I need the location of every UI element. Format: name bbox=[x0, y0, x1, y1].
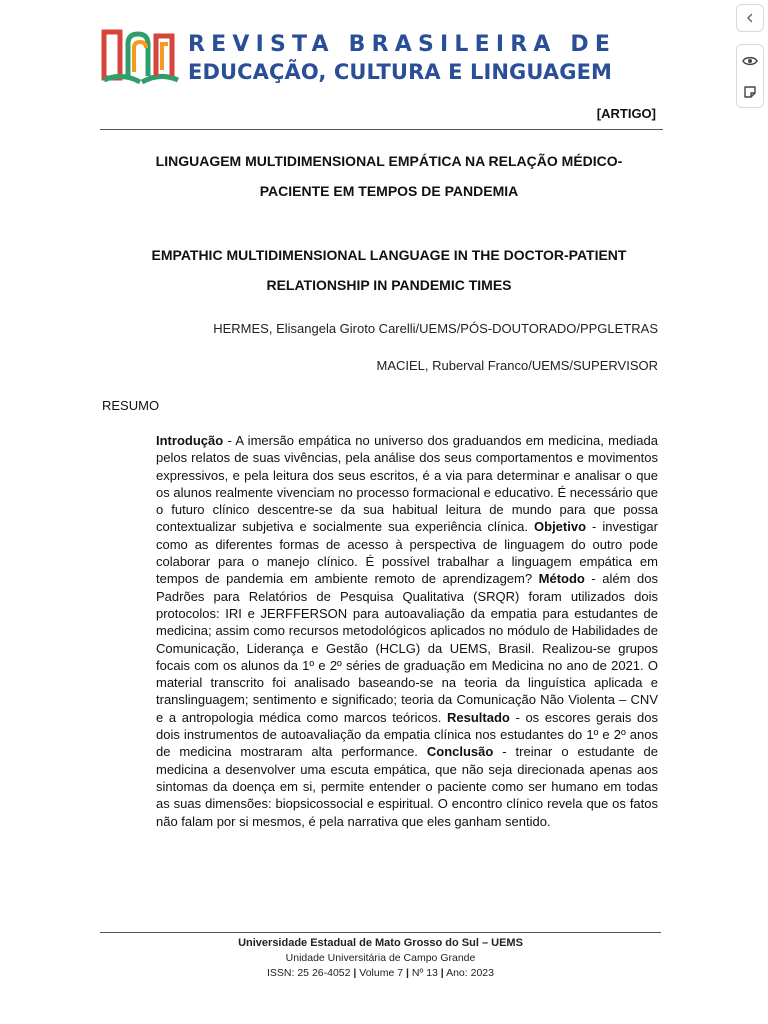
footer-separator: | bbox=[353, 967, 357, 979]
note-icon bbox=[743, 85, 757, 99]
footer-institution: Universidade Estadual de Mato Grosso do Sul – UEMS bbox=[238, 937, 523, 949]
objetivo-text: - investigar como as diferentes formas de acesso à perspectiva de linguagem do outro pode colaborar para o manejo clínico. É possível trabalhar a linguagem empática em tempos de pandemia em ambiente remoto de aprendizagem? bbox=[156, 519, 658, 587]
abstract-body bbox=[156, 432, 658, 830]
title-en-line2: RELATIONSHIP IN PANDEMIC TIMES bbox=[266, 277, 512, 293]
header-divider bbox=[100, 129, 663, 130]
view-tools-group bbox=[736, 44, 764, 108]
footer-issn: ISSN: 25 26-4052 bbox=[267, 967, 351, 979]
journal-logo bbox=[100, 26, 182, 86]
footer-volume: Volume 7 bbox=[359, 967, 404, 979]
footer-divider bbox=[100, 932, 661, 933]
title-en-line1: EMPATHIC MULTIDIMENSIONAL LANGUAGE IN THE DOCTOR-PATIENT bbox=[151, 247, 627, 263]
journal-header bbox=[100, 22, 660, 92]
footer-year: Ano: 2023 bbox=[446, 967, 494, 979]
title-pt-line1: LINGUAGEM MULTIDIMENSIONAL EMPÁTICA NA RELAÇÃO MÉDICO- bbox=[155, 153, 623, 169]
view-button[interactable] bbox=[737, 46, 763, 76]
footer-publication-info bbox=[100, 967, 661, 979]
eye-icon bbox=[742, 55, 758, 67]
footer-separator: | bbox=[440, 967, 444, 979]
conclusao-label: Conclusão bbox=[426, 744, 494, 760]
metodo-label: Método bbox=[538, 571, 585, 587]
objetivo-label: Objetivo bbox=[534, 519, 587, 535]
collapse-panel-button[interactable] bbox=[736, 4, 764, 32]
title-pt-line2: PACIENTE EM TEMPOS DE PANDEMIA bbox=[259, 183, 519, 199]
conclusao-text: - treinar o estudante de medicina a desenvolver uma escuta empática, que não seja direcionada apenas aos sintomas da doença em si, permite entender o paciente como ser humano em todas as suas dimensões: biopsicossocial e espiritual. O encontro clínico revela que os fatos não falam por si mesmos, é pela narrativa que eles ganham sentido. bbox=[156, 744, 658, 829]
author-1: HERMES, Elisangela Giroto Carelli/UEMS/PÓS-DOUTORADO/PPGLETRAS bbox=[213, 321, 658, 336]
intro-text: - A imersão empática no universo dos graduandos em medicina, mediada pelos relatos de suas vivências, pela análise dos seus comportamentos e movimentos expressivos, e pela leitura dos seus escritos, é a via para determinar e analisar o que os alunos realmente vivenciam no processo formacional e educativo. É necessário que o futuro clínico descentre-se da sua habitual leitura de mundo para que possa contextualizar subjetiva e socialmente sua experiência clínica. bbox=[156, 433, 658, 535]
footer-separator: | bbox=[405, 967, 409, 979]
author-2: MACIEL, Ruberval Franco/UEMS/SUPERVISOR bbox=[376, 358, 658, 373]
journal-name-line2: EDUCAÇÃO, CULTURA E LINGUAGEM bbox=[188, 60, 613, 84]
resumo-heading: RESUMO bbox=[102, 398, 160, 413]
resultado-text: - os escores gerais dos dois instrumentos de autoavaliação da empatia clínica nos estudantes do 1º e 2º anos de medicina mostraram alta performance. bbox=[156, 709, 658, 760]
notes-button[interactable] bbox=[737, 77, 763, 107]
metodo-text: - além dos Padrões para Relatórios de Pesquisa Qualitativa (SRQR) foram utilizados dois protocolos: IRI e JERFFERSON para autoavaliação da empatia para estudantes de medicina; assim como recursos metodológicos aplicados no módulo de Habilidades de Comunicação, Liderança e Gestão (HCLG) da UEMS, Brasil. Realizou-se grupos focais com os alunos da 1º e 2º séries de graduação em Medicina no ano de 2021. O material transcrito foi analisado baseando-se na teoria da linguística aplicada e translinguagem; sentimento e significado; teoria da Comunicação Não Violenta – CNV e a antropologia médica como marcos teóricos. bbox=[156, 571, 658, 725]
title-portuguese bbox=[100, 146, 678, 206]
section-tag: [ARTIGO] bbox=[596, 106, 656, 121]
title-english bbox=[100, 240, 678, 300]
footer-unit: Unidade Universitária de Campo Grande bbox=[285, 952, 476, 964]
side-toolbar bbox=[732, 0, 768, 1024]
resultado-label: Resultado bbox=[446, 709, 510, 725]
footer-number: Nº 13 bbox=[411, 967, 438, 979]
journal-name-line1: REVISTA BRASILEIRA DE bbox=[188, 32, 617, 57]
intro-label: Introdução bbox=[156, 433, 224, 448]
chevron-left-icon bbox=[744, 12, 756, 24]
